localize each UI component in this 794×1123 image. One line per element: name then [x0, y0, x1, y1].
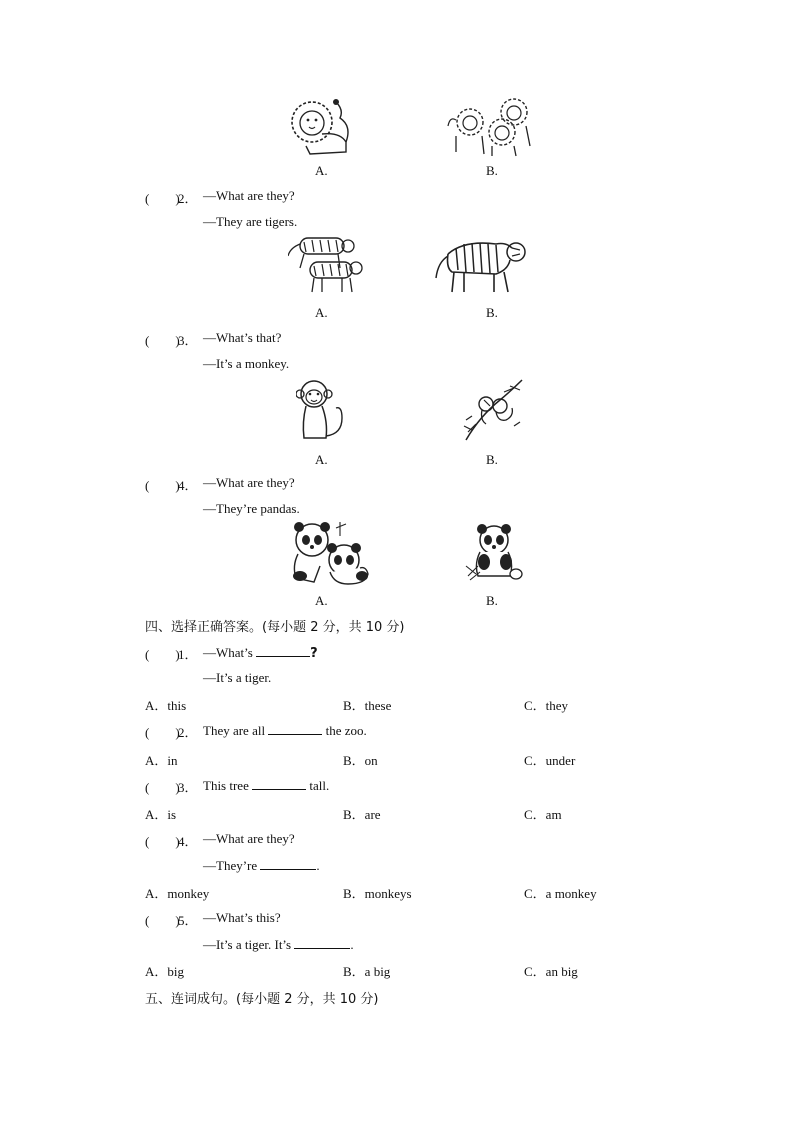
q4-option-a-label: A. [315, 593, 328, 608]
p4-q5-fill-blank[interactable] [294, 936, 350, 949]
p4-q4-text-before: —They’re [203, 858, 258, 873]
p4-q5-answer [203, 936, 354, 953]
p4-q1-option-c[interactable]: C．they [524, 698, 569, 713]
p4-q5-text-after: . [350, 937, 354, 952]
p4-q4-question: —What are they? [203, 831, 295, 846]
q3-option-a-label: A. [315, 452, 328, 467]
lion-icon [290, 96, 356, 158]
lion-group-icon [446, 96, 536, 158]
p4-q1-fill-blank[interactable] [256, 644, 310, 657]
q4-question: —What are they? [203, 475, 295, 490]
p4-q2-sentence [203, 722, 367, 739]
p4-q2-fill-blank[interactable] [268, 722, 322, 735]
q3-number: 3． [178, 333, 198, 348]
p4-q1-answer-blank[interactable]: ( ) [145, 647, 180, 662]
q2-answer: —They are tigers. [203, 214, 298, 229]
p4-q4-answer-blank[interactable]: ( ) [145, 834, 180, 849]
monkey-icon [296, 378, 348, 444]
q2-option-a-label: A. [315, 305, 328, 320]
p4-q2-answer-blank[interactable]: ( ) [145, 725, 180, 740]
p4-q3-number: 3． [178, 780, 198, 795]
p4-q4-answer [203, 857, 320, 874]
q2-option-b-label: B. [486, 305, 498, 320]
q3-question: —What’s that? [203, 330, 282, 345]
p4-q1-question-mark: ? [310, 646, 318, 661]
p4-q1-option-b[interactable]: B．these [343, 698, 392, 713]
part4-heading: 四、选择正确答案。(每小题 2 分，共 10 分) [145, 620, 405, 635]
p4-q4-option-b[interactable]: B．monkeys [343, 886, 412, 901]
p4-q3-option-a[interactable]: A．is [145, 807, 177, 822]
q2-number: 2． [178, 191, 198, 206]
p4-q4-fill-blank[interactable] [260, 857, 316, 870]
p4-q1-question-text: —What’s [203, 645, 253, 660]
q3-answer: —It’s a monkey. [203, 356, 290, 371]
p4-q4-number: 4． [178, 834, 198, 849]
p4-q4-text-after: . [316, 858, 320, 873]
p4-q1-number: 1． [178, 647, 198, 662]
panda-bamboo-icon [464, 522, 526, 584]
p4-q2-option-c[interactable]: C．under [524, 753, 576, 768]
q4-answer: —They’re pandas. [203, 501, 300, 516]
p4-q5-option-a[interactable]: A．big [145, 964, 185, 979]
q1-option-b-label: B. [486, 163, 498, 178]
big-tiger-icon [434, 234, 528, 296]
p4-q5-option-b[interactable]: B．a big [343, 964, 391, 979]
q4-option-b-label: B. [486, 593, 498, 608]
p4-q1-question [203, 644, 318, 661]
p4-q2-option-a[interactable]: A．in [145, 753, 178, 768]
p4-q5-number: 5． [178, 913, 198, 928]
p4-q5-option-c[interactable]: C．an big [524, 964, 578, 979]
part5-heading: 五、连词成句。(每小题 2 分，共 10 分) [145, 992, 379, 1007]
two-pandas-icon [290, 520, 372, 586]
q3-option-b-label: B. [486, 452, 498, 467]
q4-answer-blank[interactable]: ( ) [145, 478, 180, 493]
p4-q4-option-a[interactable]: A．monkey [145, 886, 210, 901]
p4-q5-answer-blank[interactable]: ( ) [145, 913, 180, 928]
q2-question: —What are they? [203, 188, 295, 203]
p4-q3-option-c[interactable]: C．am [524, 807, 562, 822]
monkeys-in-tree-icon [460, 376, 526, 446]
p4-q1-option-a[interactable]: A．this [145, 698, 187, 713]
p4-q2-text-after: the zoo. [325, 723, 367, 738]
q4-number: 4． [178, 478, 198, 493]
p4-q3-fill-blank[interactable] [252, 777, 306, 790]
two-tigers-icon [288, 234, 364, 296]
q3-answer-blank[interactable]: ( ) [145, 333, 180, 348]
p4-q3-text-before: This tree [203, 778, 249, 793]
p4-q2-option-b[interactable]: B．on [343, 753, 378, 768]
p4-q1-answer: —It’s a tiger. [203, 670, 272, 685]
p4-q2-number: 2． [178, 725, 198, 740]
p4-q3-sentence [203, 777, 329, 794]
p4-q2-text-before: They are all [203, 723, 266, 738]
q1-option-a-label: A. [315, 163, 328, 178]
p4-q5-text-before: —It’s a tiger. It’s [203, 937, 292, 952]
q2-answer-blank[interactable]: ( ) [145, 191, 180, 206]
p4-q5-question: —What’s this? [203, 910, 281, 925]
p4-q3-text-after: tall. [309, 778, 330, 793]
p4-q4-option-c[interactable]: C．a monkey [524, 886, 597, 901]
p4-q3-option-b[interactable]: B．are [343, 807, 381, 822]
p4-q3-answer-blank[interactable]: ( ) [145, 780, 180, 795]
